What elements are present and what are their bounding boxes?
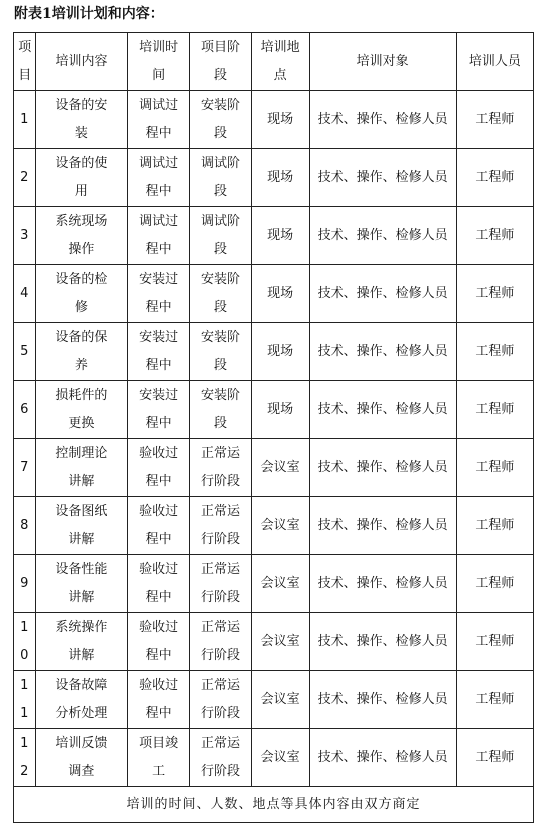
cell-stage-text: 正常运行阶段 (200, 735, 240, 779)
cell-audience (309, 555, 456, 613)
cell-no (14, 439, 36, 497)
header-no-label: 项目 (18, 39, 32, 83)
cell-audience-text: 技术、操作、检修人员 (317, 633, 448, 649)
cell-place-text: 现场 (267, 169, 294, 185)
cell-audience (309, 439, 456, 497)
cell-stage-text: 正常运行阶段 (200, 561, 240, 605)
cell-audience (309, 497, 456, 555)
cell-personnel-text: 工程师 (475, 401, 515, 417)
table-row (14, 149, 534, 207)
cell-time (128, 265, 190, 323)
cell-personnel-text: 工程师 (475, 575, 515, 591)
cell-audience (309, 613, 456, 671)
cell-content (35, 323, 128, 381)
table-row (14, 207, 534, 265)
cell-audience-text: 技术、操作、检修人员 (317, 285, 448, 301)
cell-no (14, 91, 36, 149)
cell-personnel (456, 265, 533, 323)
cell-content-text: 控制理论讲解 (55, 445, 108, 489)
cell-stage (190, 323, 252, 381)
cell-content-text: 设备的使用 (55, 155, 108, 199)
cell-time (128, 207, 190, 265)
cell-stage-text: 安装阶段 (200, 387, 240, 431)
cell-place (251, 91, 309, 149)
cell-time (128, 439, 190, 497)
table-row (14, 91, 534, 149)
cell-personnel-text: 工程师 (475, 459, 515, 475)
cell-no-text: 5 (20, 343, 29, 359)
cell-content-text: 设备图纸讲解 (55, 503, 108, 547)
cell-audience (309, 381, 456, 439)
cell-place-text: 会议室 (260, 691, 300, 707)
cell-audience-text: 技术、操作、检修人员 (317, 517, 448, 533)
cell-no-text: 1 (20, 111, 29, 127)
cell-place (251, 439, 309, 497)
cell-audience (309, 91, 456, 149)
cell-stage-text: 调试阶段 (200, 213, 240, 257)
cell-place (251, 497, 309, 555)
cell-audience-text: 技术、操作、检修人员 (317, 227, 448, 243)
cell-personnel (456, 613, 533, 671)
cell-audience (309, 729, 456, 787)
cell-place-text: 现场 (267, 111, 294, 127)
cell-stage-text: 安装阶段 (200, 329, 240, 373)
cell-place-text: 会议室 (260, 633, 300, 649)
cell-personnel-text: 工程师 (475, 285, 515, 301)
header-content (35, 33, 128, 91)
cell-time-text: 安装过程中 (139, 329, 179, 373)
cell-audience-text: 技术、操作、检修人员 (317, 401, 448, 417)
cell-audience (309, 671, 456, 729)
cell-no-text: 12 (20, 735, 29, 779)
cell-audience-text: 技术、操作、检修人员 (317, 111, 448, 127)
cell-personnel (456, 439, 533, 497)
training-plan-table (13, 32, 534, 823)
cell-content (35, 207, 128, 265)
table-row (14, 613, 534, 671)
table-row (14, 671, 534, 729)
cell-personnel-text: 工程师 (475, 169, 515, 185)
cell-stage-text: 正常运行阶段 (200, 445, 240, 489)
cell-no (14, 149, 36, 207)
cell-content (35, 439, 128, 497)
cell-place-text: 现场 (267, 401, 294, 417)
cell-audience (309, 265, 456, 323)
cell-content (35, 671, 128, 729)
cell-place-text: 会议室 (260, 575, 300, 591)
document-title: 附表1培训计划和内容： (14, 6, 164, 22)
table-row (14, 497, 534, 555)
cell-stage (190, 497, 252, 555)
cell-stage-text: 正常运行阶段 (200, 619, 240, 663)
cell-stage (190, 729, 252, 787)
header-content-label: 培训内容 (55, 53, 108, 69)
cell-time-text: 验收过程中 (139, 677, 179, 721)
cell-place (251, 323, 309, 381)
cell-time-text: 调试过程中 (139, 213, 179, 257)
cell-no-text: 9 (20, 575, 29, 591)
cell-place-text: 现场 (267, 285, 294, 301)
footer-row (14, 787, 534, 823)
cell-personnel (456, 555, 533, 613)
cell-stage-text: 正常运行阶段 (200, 503, 240, 547)
cell-place (251, 265, 309, 323)
cell-personnel (456, 497, 533, 555)
cell-audience (309, 207, 456, 265)
cell-time-text: 安装过程中 (139, 271, 179, 315)
header-personnel-label: 培训人员 (468, 53, 521, 69)
cell-stage (190, 671, 252, 729)
cell-no-text: 7 (20, 459, 29, 475)
cell-content-text: 设备故障分析处理 (55, 677, 108, 721)
footer-note: 培训的时间、人数、地点等具体内容由双方商定 (14, 787, 534, 823)
cell-content (35, 149, 128, 207)
cell-personnel-text: 工程师 (475, 517, 515, 533)
cell-personnel-text: 工程师 (475, 111, 515, 127)
table-row (14, 265, 534, 323)
cell-content-text: 设备性能讲解 (55, 561, 108, 605)
cell-no (14, 265, 36, 323)
cell-time (128, 323, 190, 381)
cell-stage (190, 207, 252, 265)
cell-place-text: 会议室 (260, 749, 300, 765)
cell-personnel (456, 149, 533, 207)
header-place-label: 培训地点 (260, 39, 300, 83)
cell-time (128, 497, 190, 555)
cell-no-text: 3 (20, 227, 29, 243)
header-time-label: 培训时间 (139, 39, 179, 83)
cell-stage (190, 265, 252, 323)
cell-content (35, 497, 128, 555)
cell-content-text: 设备的检修 (55, 271, 108, 315)
cell-content-text: 设备的安装 (55, 97, 108, 141)
cell-stage-text: 安装阶段 (200, 97, 240, 141)
cell-time-text: 验收过程中 (139, 503, 179, 547)
cell-stage (190, 149, 252, 207)
cell-place (251, 555, 309, 613)
cell-place (251, 207, 309, 265)
cell-audience-text: 技术、操作、检修人员 (317, 169, 448, 185)
cell-stage (190, 439, 252, 497)
cell-place (251, 729, 309, 787)
cell-personnel (456, 207, 533, 265)
cell-no (14, 555, 36, 613)
cell-audience (309, 149, 456, 207)
header-stage-label: 项目阶段 (200, 39, 240, 83)
cell-audience-text: 技术、操作、检修人员 (317, 691, 448, 707)
cell-personnel (456, 91, 533, 149)
table-body (14, 33, 534, 823)
cell-time (128, 91, 190, 149)
cell-no-text: 10 (20, 619, 29, 663)
cell-place (251, 671, 309, 729)
cell-time-text: 调试过程中 (139, 155, 179, 199)
cell-time-text: 验收过程中 (139, 619, 179, 663)
cell-audience-text: 技术、操作、检修人员 (317, 459, 448, 475)
cell-content-text: 系统现场操作 (55, 213, 108, 257)
cell-place (251, 613, 309, 671)
cell-place (251, 149, 309, 207)
cell-audience-text: 技术、操作、检修人员 (317, 575, 448, 591)
cell-place-text: 现场 (267, 227, 294, 243)
cell-content (35, 555, 128, 613)
header-no (14, 33, 36, 91)
header-time (128, 33, 190, 91)
header-personnel (456, 33, 533, 91)
cell-content (35, 729, 128, 787)
header-audience (309, 33, 456, 91)
cell-no-text: 2 (20, 169, 29, 185)
cell-content-text: 损耗件的更换 (55, 387, 108, 431)
header-row (14, 33, 534, 91)
cell-time (128, 149, 190, 207)
cell-place-text: 现场 (267, 343, 294, 359)
cell-no (14, 381, 36, 439)
cell-audience (309, 323, 456, 381)
cell-time (128, 729, 190, 787)
cell-place-text: 会议室 (260, 517, 300, 533)
cell-stage (190, 91, 252, 149)
cell-time (128, 613, 190, 671)
cell-place (251, 381, 309, 439)
cell-no-text: 11 (20, 677, 29, 721)
cell-time (128, 381, 190, 439)
cell-no-text: 4 (20, 285, 29, 301)
cell-no (14, 497, 36, 555)
cell-time-text: 安装过程中 (139, 387, 179, 431)
header-place (251, 33, 309, 91)
cell-stage-text: 安装阶段 (200, 271, 240, 315)
cell-time (128, 671, 190, 729)
cell-stage (190, 555, 252, 613)
cell-personnel (456, 729, 533, 787)
cell-personnel-text: 工程师 (475, 343, 515, 359)
cell-content (35, 381, 128, 439)
cell-personnel-text: 工程师 (475, 227, 515, 243)
table-row (14, 439, 534, 497)
cell-personnel (456, 671, 533, 729)
cell-stage (190, 381, 252, 439)
cell-personnel (456, 323, 533, 381)
cell-content (35, 613, 128, 671)
cell-content-text: 系统操作讲解 (55, 619, 108, 663)
cell-time-text: 调试过程中 (139, 97, 179, 141)
table-row (14, 381, 534, 439)
cell-no-text: 6 (20, 401, 29, 417)
cell-stage-text: 调试阶段 (200, 155, 240, 199)
cell-time (128, 555, 190, 613)
table-row (14, 729, 534, 787)
cell-personnel-text: 工程师 (475, 691, 515, 707)
cell-stage (190, 613, 252, 671)
cell-no (14, 207, 36, 265)
cell-content-text: 设备的保养 (55, 329, 108, 373)
cell-stage-text: 正常运行阶段 (200, 677, 240, 721)
cell-content (35, 91, 128, 149)
cell-personnel (456, 381, 533, 439)
cell-audience-text: 技术、操作、检修人员 (317, 749, 448, 765)
header-audience-label: 培训对象 (356, 53, 409, 69)
cell-time-text: 验收过程中 (139, 561, 179, 605)
cell-place-text: 会议室 (260, 459, 300, 475)
cell-no (14, 323, 36, 381)
cell-content-text: 培训反馈调查 (55, 735, 108, 779)
header-stage (190, 33, 252, 91)
cell-personnel-text: 工程师 (475, 749, 515, 765)
cell-time-text: 项目竣工 (139, 735, 179, 779)
cell-audience-text: 技术、操作、检修人员 (317, 343, 448, 359)
table-row (14, 555, 534, 613)
cell-no (14, 613, 36, 671)
cell-content (35, 265, 128, 323)
cell-personnel-text: 工程师 (475, 633, 515, 649)
cell-time-text: 验收过程中 (139, 445, 179, 489)
cell-no (14, 729, 36, 787)
cell-no-text: 8 (20, 517, 29, 533)
table-row (14, 323, 534, 381)
cell-no (14, 671, 36, 729)
